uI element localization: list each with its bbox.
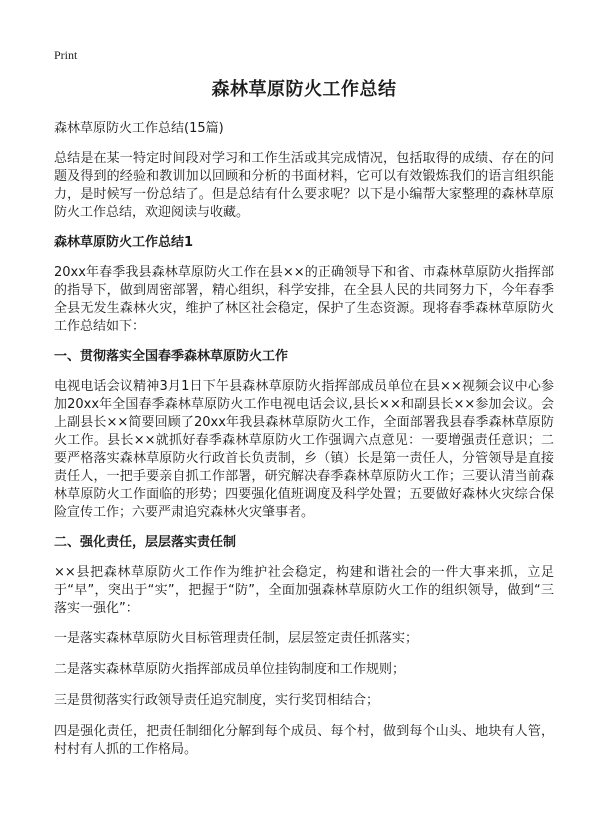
list-item: 三是贯彻落实行政领导责任追究制度，实行奖罚相结合； [54,693,380,708]
intro-paragraph: 总结是在某一特定时间段对学习和工作生活或其完成情况，包括取得的成绩、存在的问题及得到的经验和教训加以回顾和分析的书面材料，它可以有效锻炼我们的语言组织能力，是时候写一份总结了。但是总结有什么要求呢？以下是小编帮大家整理的森林草原防火工作总结，欢迎阅读与收藏。 [54,151,554,220]
document-subtitle: 森林草原防火工作总结(15篇) [54,121,224,136]
page-title: 森林草原防火工作总结 [211,79,397,100]
summary-paragraph-1: 20xx年春季我县森林草原防火工作在县××的正确领导下和省、市森林草原防火指挥部的指导下，做到周密部署，精心组织，科学安排，在全县人民的共同努力下，今年春季全县无发生森林火灾，维护了林区社会稳定，保护了生态资源。现将春季森林草原防火工作总结如下： [54,265,554,334]
section-heading-1: 一、贯彻落实全国春季森林草原防火工作 [54,349,289,364]
section-heading-2: 二、强化责任，层层落实责任制 [54,535,237,550]
print-link[interactable]: Print [54,48,78,62]
summary-heading-1: 森林草原防火工作总结1 [54,235,194,250]
list-item: 四是强化责任，把责任制细化分解到每个成员、每个村，做到每个山头、地块有人管，村村有人抓的工作格局。 [54,724,554,757]
document-body [54,78,554,771]
list-item: 一是落实森林草原防火目标管理责任制，层层签定责任抓落实； [54,631,419,646]
section-paragraph-1: 电视电话会议精神3月1日下午县森林草原防火指挥部成员单位在县××视频会议中心参加20xx年全国春季森林草原防火工作电视电话会议,县长××和副县长××参加会议。会上副县长××简要回顾了20xx年我县森林草原防火工作，全面部署我县春季森林草原防火工作。县长××就抓好春季森林草原防火工作强调六点意见：一要增强责任意识；二要严格落实森林草原防火行政首长负责制，乡（镇）长是第一责任人，分管领导是直接责任人，一把手要亲自抓工作部署，研究解决春季森林草原防火工作；三要认清当前森林草原防火工作面临的形势；四要强化值班调度及科学处置；五要做好森林火灾综合保险宣传工作；六要严肃追究森林火灾肇事者。 [54,379,554,520]
list-item: 二是落实森林草原防火指挥部成员单位挂钩制度和工作规则； [54,662,406,677]
section-paragraph-2: ××县把森林草原防火工作作为维护社会稳定，构建和谐社会的一件大事来抓，立足于“早”，突出于“实”，把握于“防”，全面加强森林草原防火工作的组织领导，做到“三落实一强化”： [54,565,554,616]
